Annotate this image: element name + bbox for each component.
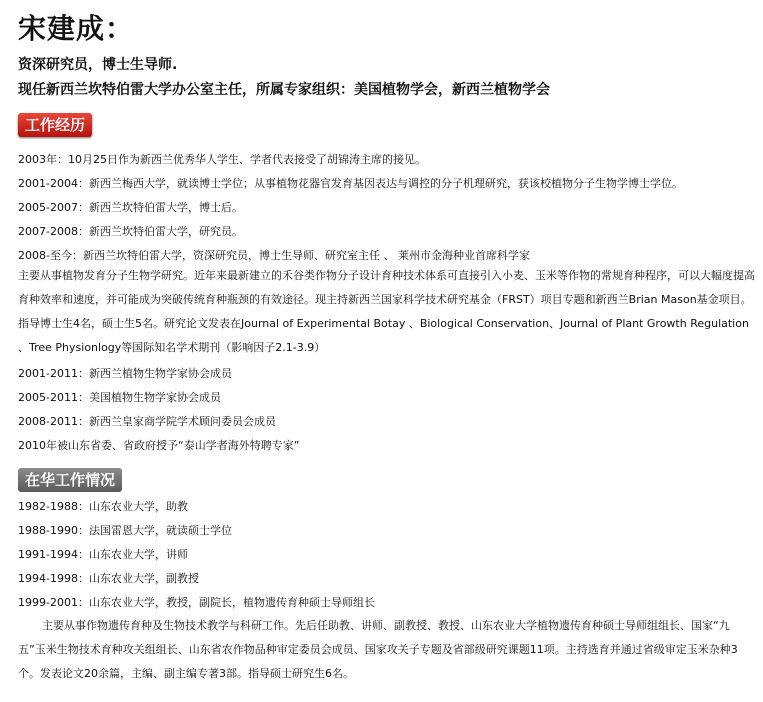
position-line: 资深研究员，博士生导师. [18,57,178,73]
work-item: 2003年：10月25日作为新西兰优秀华人学生、学者代表接受了胡锦涛主席的接见。 [18,153,426,166]
section-china-title: 在华工作情况 [18,468,122,492]
china-item: 1994-1998：山东农业大学，副教授 [18,572,199,585]
china-item: 1991-1994：山东农业大学，讲师 [18,548,188,561]
china-item: 1982-1988：山东农业大学，助教 [18,500,188,513]
china-paragraph: 主要从事作物遗传育种及生物技术教学与科研工作。先后任助教、讲师、副教授、教授、山东农业大学植物遗传育种硕士导师组组长、国家“九五”玉米生物技术育种攻关组组长、山东省农作物品种审定委员会成员、国家攻关子专题及省部级研究课题11项。主持选育并通过省级审定玉米杂种3个。发表论文20余篇，主编、副主编专著3部。指导硕士研究生6名。 [18,619,738,680]
work-item: 2008-至今：新西兰坎特伯雷大学，资深研究员，博士生导师、研究室主任 、 莱州市金海种业首席科学家 [18,249,530,262]
work-item: 2001-2004：新西兰梅西大学，就读博士学位；从事植物花器官发育基因表达与调控的分子机理研究，获该校植物分子生物学博士学位。 [18,177,683,190]
work-membership: 2001-2011：新西兰植物生物学家协会成员 [18,367,232,380]
work-membership: 2005-2011：美国植物生物学家协会成员 [18,391,221,404]
china-item: 1999-2001：山东农业大学，教授，副院长，植物遗传育种硕士导师组长 [18,596,375,609]
china-item: 1988-1990：法国雷恩大学，就读硕士学位 [18,524,232,537]
work-honor: 2010年被山东省委、省政府授予“泰山学者海外特聘专家” [18,439,300,452]
current-role-line: 现任新西兰坎特伯雷大学办公室主任，所属专家组织：美国植物学会，新西兰植物学会 [18,82,550,98]
work-item: 2007-2008：新西兰坎特伯雷大学，研究员。 [18,225,243,238]
work-paragraph: 主要从事植物发育分子生物学研究。近年来最新建立的禾谷类作物分子设计育种技术体系可直接引入小麦、玉米等作物的常规育种程序，可以大幅度提高育种效率和速度，并可能成为突破传统育种瓶颈的有效途径。现主持新西兰国家科学技术研究基金（FRST）项目专题和新西兰Brian Mason基金项目。指导博士生4名，硕士生5名。研究论文发表在Journal of Experimental Botay 、Biological Conservation、Journal of Plant Growth Regulation 、Tree Physionlogy等国际知名学术期刊（影响因子2.1-3.9） [18,269,755,354]
work-membership: 2008-2011：新西兰皇家商学院学术顾问委员会成员 [18,415,276,428]
person-name: 宋建成： [18,12,135,45]
section-work-title: 工作经历 [18,113,92,137]
work-item: 2005-2007：新西兰坎特伯雷大学，博士后。 [18,201,243,214]
